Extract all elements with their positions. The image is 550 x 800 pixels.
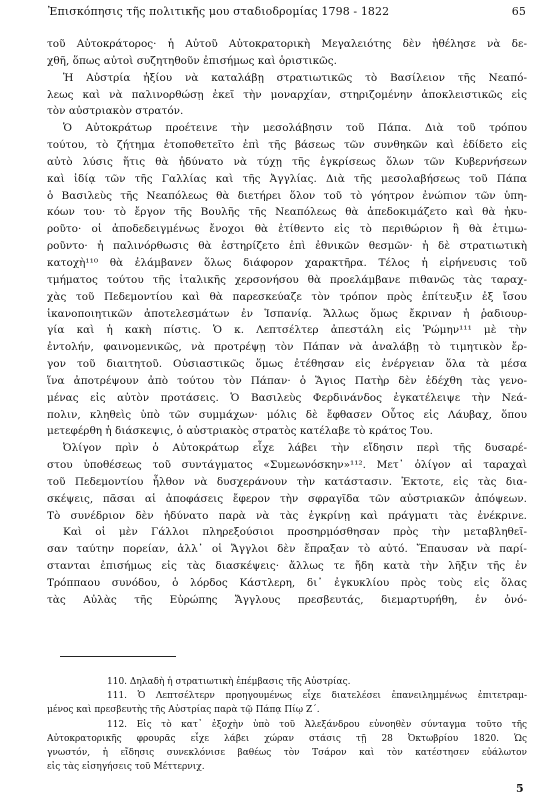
text-line: Ὁ Αὐτοκράτωρ προέτεινε τὴν μεσολάβησιν τοῦ Πάπα. Διὰ τοῦ τρόπου [63, 122, 527, 135]
text-line: τοῦ Πεδεμοντίου ἦλθον νὰ δυσχεράνουν τὴν κατάστασιν. Ἐκτοτε, εἰς τὰς δια- [47, 475, 527, 488]
footnote-line: 110. Δηλαδὴ ἡ στρατιωτικὴ ἐπέμβασις τῆς Αὐστρίας. [107, 677, 351, 687]
text-line: αὐτὸ λύσις ἥτις θὰ ἠδύνατο νὰ τύχῃ τῆς ἐγκρίσεως ὅλων τῶν Κυβερνήσεων [47, 155, 527, 168]
text-line: γία καὶ ἡ κακὴ πίστις. Ὁ κ. Λεπτσέλτερ ἀπεστάλη εἰς Ῥώμην¹¹¹ μὲ τὴν [47, 324, 527, 337]
text-line: καὶ ἰδίᾳ τῶν τῆς Γαλλίας καὶ τῆς Ἀγγλίας. Διὰ τῆς μεσολαβήσεως τοῦ Πάπα [47, 172, 527, 185]
footnote-line: Αὐτοκρατορικῆς φρουρᾶς εἶχε λάβει χώραν στάσις τῇ 28 Ὀκτωβρίου 1820. Ὡς [47, 733, 527, 744]
signature-mark: 5 [516, 782, 524, 795]
text-line: Τὸ συνέδριον δὲν ἠδύνατο παρὰ νὰ τὰς ἐγκρίνῃ καὶ πράγματι τὰς ἐνέκρινε. [47, 509, 527, 522]
text-line: χὰς τοῦ Πεδεμοντίου καὶ θὰ παρεσκεύαζε τὸν τρόπον πρὸς ἐπίτευξιν ἐξ ἴσου [47, 290, 527, 303]
footnote-line: γνωστόν, ἡ εἴδησις συνεκλόνισε βαθέως τὸν Τσάρον καὶ τὸν κατέστησεν εὐάλωτον [47, 747, 527, 758]
text-line: τὰς Αὐλὰς τῆς Εὐρώπης Ἄγγλους πρεσβευτάς, διεμαρτυρήθη, ἐν ὀνό- [47, 593, 527, 606]
text-line: Ἡ Αὐστρία ἠξίου νὰ καταλάβῃ στρατιωτικῶς τὸ Βασίλειον τῆς Νεαπό- [63, 71, 527, 84]
text-line: μένας εἰς αὐτὸν προτάσεις. Ὁ Βασιλεὺς Φερδινάνδος ἐγκατέλειψε τὴν Νεά- [47, 391, 527, 404]
page-number: 65 [511, 5, 526, 18]
text-line: στανται ἐπισήμως εἰς τὰς διασκέψεις· ἄλλως τε ἤδη κατὰ τὴν λῆξιν τῆς ἐν [47, 560, 527, 573]
footnote-line: 112. Εἰς τὸ κατ᾽ ἐξοχὴν ὑπὸ τοῦ Ἀλεξάνδρου εὐνοηθὲν σύνταγμα τοῦτο τῆς [107, 719, 527, 730]
text-line: πολιν, κληθεὶς ὑπὸ τῶν συμμάχων· μόλις δὲ ἔφθασεν Οὗτος εἰς Λάυβαχ, ὅπου [47, 408, 527, 421]
text-line: ἐντολήν, φαινομενικῶς, νὰ προτρέψῃ τὸν Πάπαν νὰ ἀναλάβῃ τὸ τιμητικὸν ἔρ- [47, 341, 527, 354]
text-line: σαν ταύτην πορείαν, ἀλλ᾽ οἱ Ἄγγλοι δὲν ἔπραξαν τὸ αὐτό. Ἔπαυσαν νὰ παρί- [47, 543, 527, 556]
main-text [47, 36, 527, 609]
text-line: ἱκανοποιητικῶν ἀποτελεσμάτων ἐν Ἱσπανίᾳ. Ἄλλως ὅμως ἔκριναν ἡ ῥαδιουρ- [47, 307, 527, 320]
footnote-separator [60, 656, 176, 657]
text-line: σκέψεις, πᾶσαι αἱ ἀποφάσεις ἔφερον τὴν σφραγῖδα τῶν αὐστριακῶν ἀπόψεων. [47, 492, 527, 505]
footnote-line: 111. Ὁ Λεπτσέλτερν προηγουμένως εἶχε διατελέσει ἐπανειλημμένως ἐπιτετραμ- [107, 691, 527, 702]
text-line: λεως καὶ νὰ παλινορθώσῃ ἐκεῖ τὴν μοναρχίαν, στηριζομένην ἀποκλειστικῶς εἰς [47, 88, 527, 101]
text-line: τὸν αὐστριακὸν στρατόν. [47, 105, 184, 118]
text-line: στου ὑποθέσεως τοῦ συντάγματος «Συμεωνόσκην»¹¹². Μετ᾽ ὀλίγον αἱ ταραχαὶ [47, 459, 527, 472]
running-title: Ἐπισκόπησις τῆς πολιτικῆς μου σταδιοδρομίας 1798 - 1822 [48, 5, 390, 18]
running-header [48, 5, 526, 21]
text-line: ὁ Βασιλεὺς τῆς Νεαπόλεως θὰ διετήρει ὅλον τοῦ τὸ γόητρον ἐνώπιον τῶν ὑπη- [47, 189, 527, 202]
footnote-line: μένος καὶ πρεσβευτὴς τῆς Αὐστρίας παρὰ τῷ Πάπᾳ Πίῳ Ζ΄. [47, 705, 320, 716]
text-line: Ὀλίγον πρὶν ὁ Αὐτοκράτωρ εἶχε λάβει τὴν εἴδησιν περὶ τῆς δυσαρέ- [63, 442, 527, 455]
footnote-line: εἰς τὰς εἰσηγήσεις τοῦ Μέττερνιχ. [47, 762, 205, 773]
text-line: τμήματος τούτου τῆς ἰταλικῆς χερσονήσου θὰ προελάμβανε πιθανῶς τὰς ταραχ- [47, 273, 527, 286]
text-line: μετεφέρθη ἡ διάσκεψις, ὁ αὐστριακὸς στρατὸς κατέλαβε τὸ κράτος Του. [47, 425, 434, 438]
text-line: Τρόππαου συνόδου, ὁ λόρδος Κάστλερη, δι᾽ ἐγκυκλίου πρὸς τοὺς εἰς ὅλας [47, 577, 527, 589]
text-line: γον τοῦ διαιτητοῦ. Οὐσιαστικῶς ὅμως ἐτέθησαν εἰς ἐνέργειαν ὅλα τὰ μέσα [47, 358, 527, 371]
text-line: Καὶ οἱ μὲν Γάλλοι πληρεξούσιοι προσηρμόσθησαν πρὸς τὴν μεταβληθεῖ- [63, 526, 527, 539]
text-line: κατοχὴ¹¹⁰ θὰ ἐλάμβανεν ὅλως διάφορον χαρακτῆρα. Τέλος ἡ εἰρήνευσις τοῦ [47, 256, 527, 269]
text-line: ροῦτο· οἱ ἀποδεδειγμένως ἔνοχοι θὰ ἐτίθεντο εἰς τὸ περιθώριον ἢ θὰ ἐτιμω- [47, 223, 527, 236]
text-line: τοῦ Αὐτοκράτορος· ἡ Αὐτοῦ Αὐτοκρατορικὴ Μεγαλειότης δὲν ἠθέλησε νὰ δε- [47, 38, 527, 50]
text-line: ἵνα ἀποτρέψουν ἀπὸ τούτου τὸν Πάπαν· ὁ Ἅγιος Πατὴρ δὲν ἐδέχθη τὰς γενο- [47, 374, 527, 387]
text-line: χθῆ, ὅπως αὐτοὶ συζητηθοῦν ἐπισήμως καὶ ὁριστικῶς. [47, 54, 337, 67]
text-line: ροῦντο· ἡ παλινόρθωσις θὰ ἐστηρίζετο ἐπὶ ἐθνικῶν θεσμῶν· ἡ δὲ στρατιωτικὴ [47, 240, 527, 253]
footnotes [47, 675, 527, 774]
text-line: κόων του· τὸ ἔργον τῆς Βουλῆς τῆς Νεαπόλεως θὰ ἀπεδοκιμάζετο καὶ θὰ ἠκυ- [47, 206, 527, 219]
text-line: τούτου, τὸ ζήτημα ἐτοποθετεῖτο ἐπὶ τῆς βάσεως τῶν συνθηκῶν καὶ ἐδίδετο εἰς [47, 139, 527, 152]
